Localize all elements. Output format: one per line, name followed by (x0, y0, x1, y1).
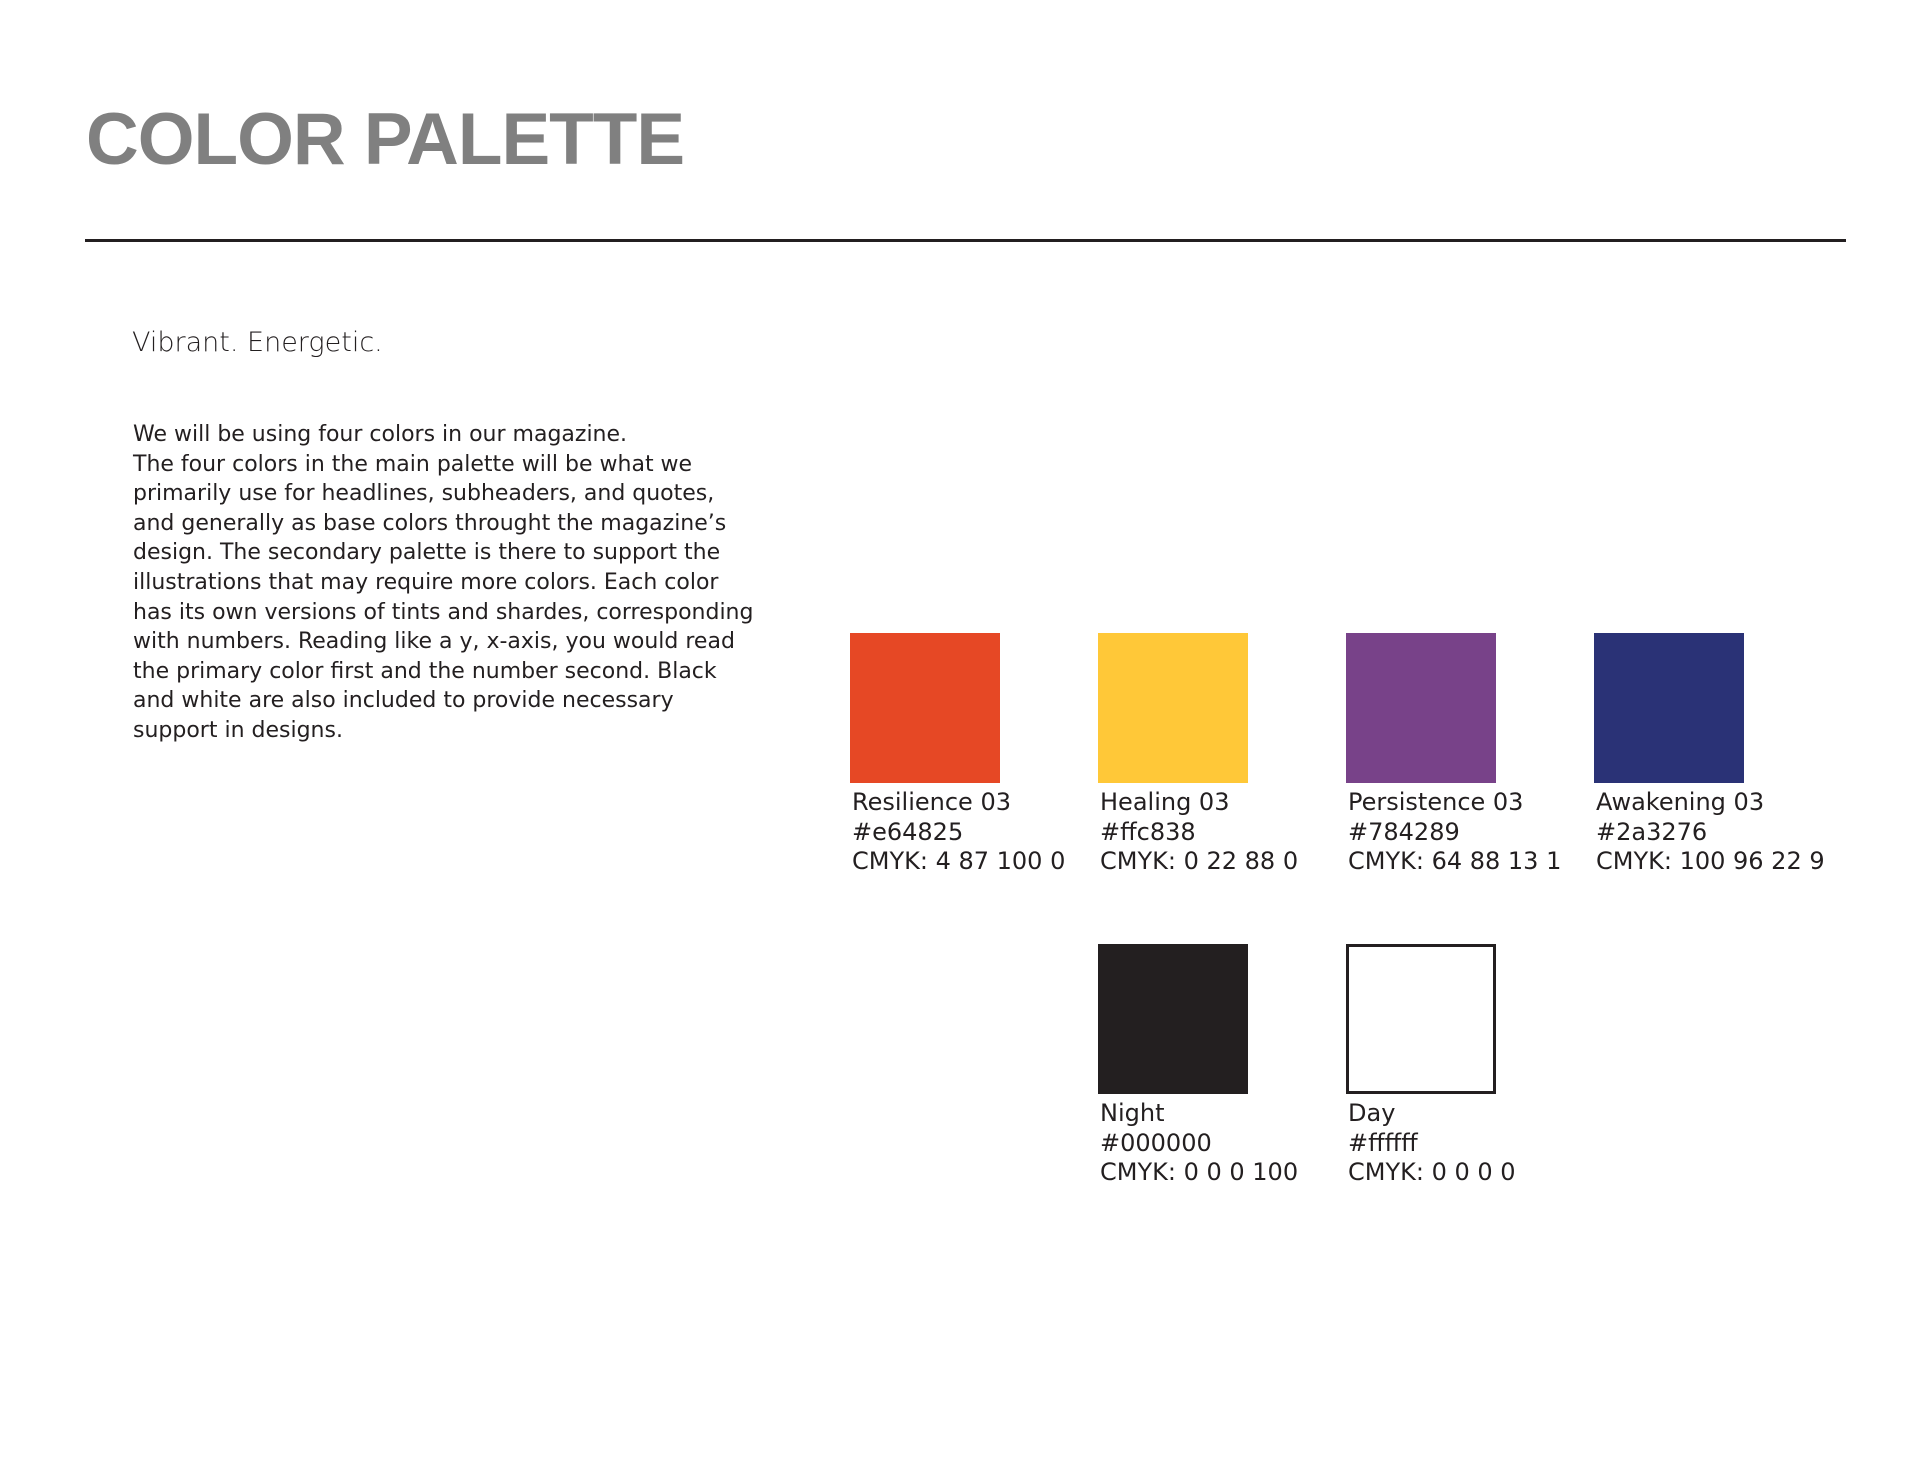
intro-line: and generally as base colors throught the magazine’s (133, 510, 727, 536)
swatch-hex: #2a3276 (1596, 817, 1708, 846)
swatch-name: Day (1348, 1099, 1396, 1127)
swatch-name: Awakening 03 (1596, 788, 1765, 816)
swatch-color-box (850, 633, 1000, 783)
tagline: Vibrant. Energetic. (132, 327, 383, 358)
intro-line: The four colors in the main palette will be what we (133, 451, 693, 477)
swatch-day (1346, 944, 1556, 1188)
swatch-name: Persistence 03 (1348, 788, 1524, 816)
swatch-cmyk: CMYK: 64 88 13 1 (1348, 847, 1562, 875)
swatch-color-box (1346, 633, 1496, 783)
swatch-info (1346, 788, 1562, 877)
swatch-cmyk: CMYK: 0 0 0 0 (1348, 1158, 1516, 1186)
swatch-hex: #e64825 (852, 817, 964, 846)
swatch-info (850, 788, 1066, 877)
swatch-info (1346, 1099, 1556, 1188)
swatch-hex: #000000 (1100, 1128, 1212, 1157)
swatch-cmyk: CMYK: 100 96 22 9 (1596, 847, 1825, 875)
intro-line: has its own versions of tints and shardes, corresponding (133, 599, 754, 625)
swatch-cmyk: CMYK: 0 22 88 0 (1100, 847, 1299, 875)
swatch-persistence (1346, 633, 1562, 877)
swatch-awakening (1594, 633, 1825, 877)
swatch-color-box (1594, 633, 1744, 783)
swatch-name: Healing 03 (1100, 788, 1230, 816)
swatch-color-box (1098, 633, 1248, 783)
intro-line: design. The secondary palette is there to support the (133, 540, 721, 566)
swatch-night (1098, 944, 1308, 1188)
swatch-color-box (1098, 944, 1248, 1094)
swatch-cmyk: CMYK: 0 0 0 100 (1100, 1158, 1299, 1186)
swatch-healing (1098, 633, 1308, 877)
intro-line: illustrations that may require more colors. Each color (133, 569, 719, 595)
swatch-hex: #ffffff (1348, 1128, 1418, 1157)
swatch-color-box (1346, 944, 1496, 1094)
swatch-info (1098, 1099, 1308, 1188)
swatch-name: Resilience 03 (852, 788, 1011, 816)
intro-line: We will be using four colors in our magazine. (133, 422, 628, 447)
swatch-info (1594, 788, 1825, 877)
swatch-resilience (850, 633, 1066, 877)
intro-line: with numbers. Reading like a y, x-axis, you would read (133, 629, 735, 655)
intro-line: the primary color first and the number second. Black (133, 658, 717, 684)
intro-line: support in designs. (133, 717, 343, 743)
swatch-hex: #784289 (1348, 817, 1460, 846)
swatch-cmyk: CMYK: 4 87 100 0 (852, 847, 1066, 875)
intro-line: primarily use for headlines, subheaders, and quotes, (133, 481, 715, 507)
swatch-info (1098, 788, 1308, 877)
intro-line: and white are also included to provide necessary (133, 688, 674, 714)
page-title: COLOR PALETTE (86, 99, 685, 180)
swatch-hex: #ffc838 (1100, 817, 1196, 846)
swatch-name: Night (1100, 1099, 1165, 1127)
